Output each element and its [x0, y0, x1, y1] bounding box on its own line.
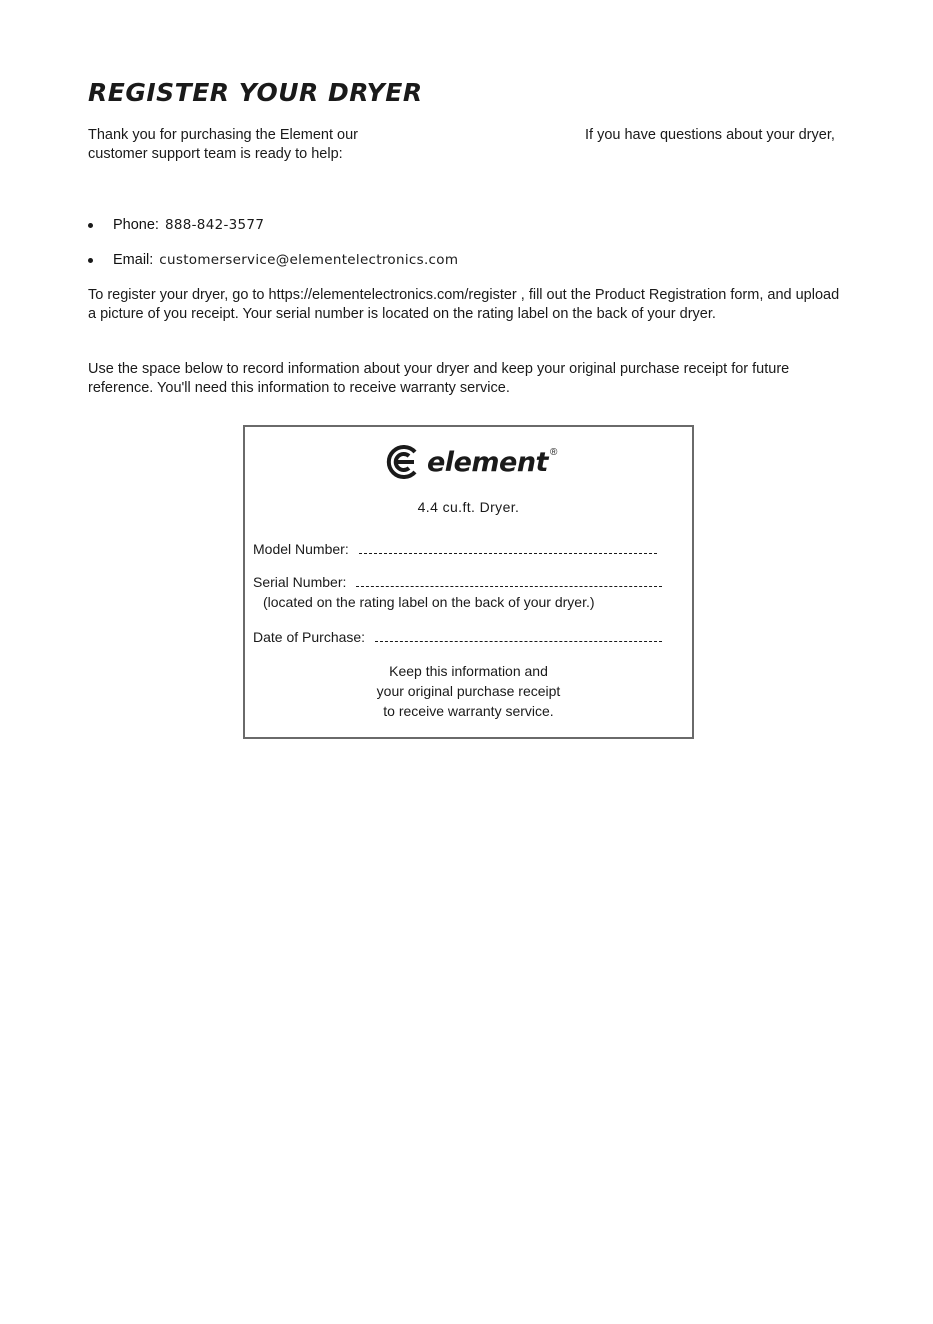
brand-logo: [385, 445, 557, 479]
registration-card: [243, 425, 694, 739]
registered-mark: ®: [549, 446, 558, 458]
purchase-date-label: Date of Purchase:: [253, 629, 366, 645]
register-paragraph: To register your dryer, go to https://elementelectronics.com/register , fill out the Product Registration form, and upload a picture of you receipt. Your serial number is located on the rating label on the back of your dryer.: [88, 287, 840, 322]
keep-note-line-1: Keep this information and: [389, 663, 548, 679]
intro-text: Thank you for purchasing the Element our customer support team is ready to help:: [88, 127, 359, 162]
bullet-icon: [88, 258, 93, 263]
model-number-line: [359, 552, 657, 554]
purchase-date-field: [253, 629, 662, 645]
element-logo-icon: [385, 445, 421, 479]
intro-text-right: If you have questions about your dryer,: [585, 127, 835, 143]
serial-number-line: [356, 585, 662, 587]
email-label: Email:: [113, 252, 154, 268]
contact-email: [88, 252, 458, 268]
model-number-label: Model Number:: [253, 541, 349, 557]
page-title: REGISTER YOUR DRYER: [88, 78, 423, 107]
serial-number-field: [253, 574, 662, 590]
bullet-icon: [88, 223, 93, 228]
serial-number-note: (located on the rating label on the back of your dryer.): [263, 594, 595, 610]
record-info-paragraph: Use the space below to record information about your dryer and keep your original purchase receipt for future reference. You'll need this information to receive warranty service.: [88, 361, 790, 396]
brand-name: element: [427, 446, 548, 478]
model-number-field: [253, 541, 657, 557]
product-description: 4.4 cu.ft. Dryer.: [417, 499, 520, 515]
phone-number: 888-842-3577: [164, 217, 265, 233]
phone-label: Phone:: [113, 217, 159, 233]
purchase-date-line: [375, 640, 662, 642]
email-address: customerservice@elementelectronics.com: [159, 252, 459, 268]
keep-note-line-2: your original purchase receipt: [376, 683, 561, 699]
keep-info-note: [245, 661, 692, 721]
serial-number-label: Serial Number:: [253, 574, 347, 590]
keep-note-line-3: to receive warranty service.: [383, 703, 554, 719]
contact-phone: [88, 217, 264, 233]
